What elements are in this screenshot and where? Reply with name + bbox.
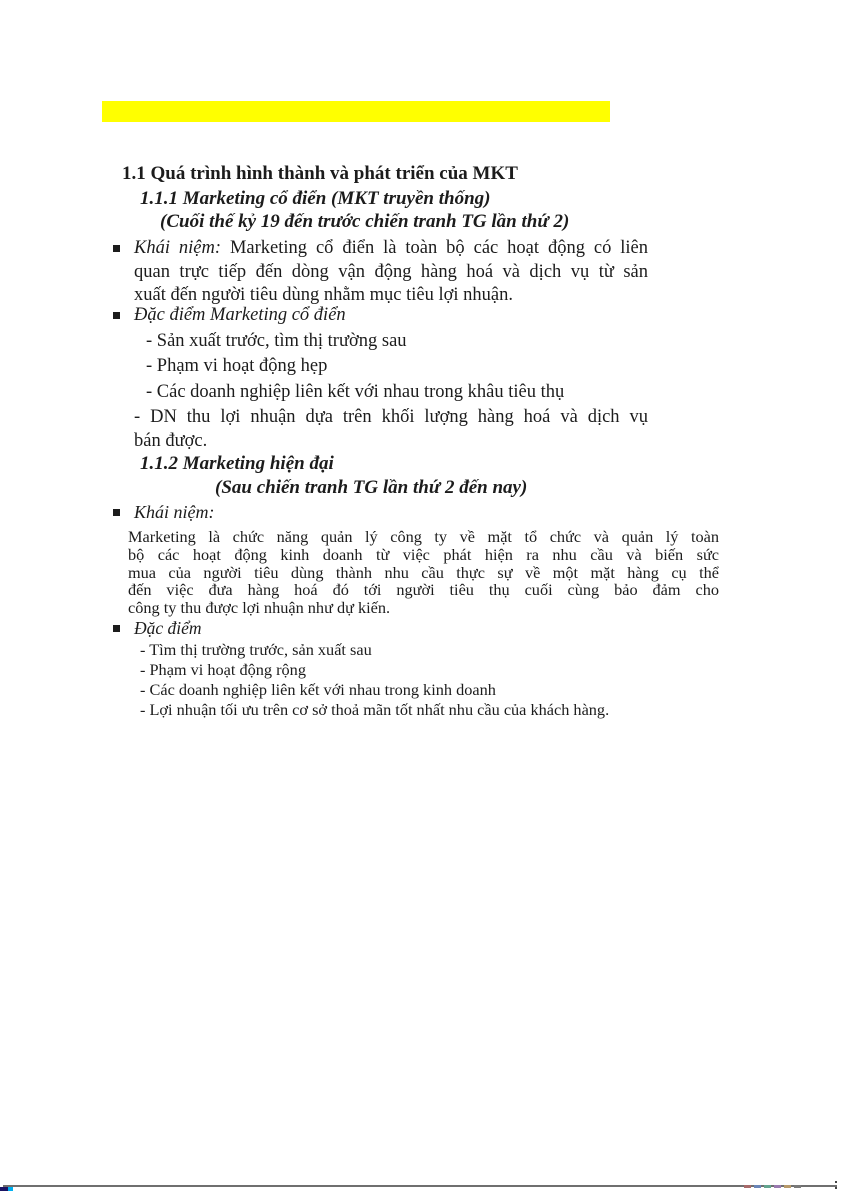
pixel-speck [794,1185,801,1188]
feature-item: - Sản xuất trước, tìm thị trường sau [146,331,407,351]
concept-1-line-2: quan trực tiếp đến dòng vận động hàng hoá và dịch vụ từ sản [134,261,648,282]
taskbar-corner-icon [0,1187,13,1191]
concept-definition-1 [134,237,648,308]
feature-item: - Phạm vi hoạt động hẹp [146,356,328,376]
paragraph-line: bộ các hoạt động kinh doanh từ việc phát hiện ra nhu cầu và biến sức [128,544,719,564]
feature-item: - Tìm thị trường trước, sản xuất sau [140,640,372,659]
colon-dots-artifact [835,1181,838,1189]
bullet-square-icon [113,625,120,632]
window-bottom-edge [3,1185,837,1187]
concept-1-line-1: Khái niệm: Marketing cổ điển là toàn bộ các hoạt động có liên [134,238,649,258]
pixel-speck [764,1185,771,1188]
section-heading: 1.1 Quá trình hình thành và phát triển của MKT [122,163,518,184]
bullet-square-icon [113,312,120,319]
subsection-1-title: 1.1.1 Marketing cổ điển (MKT truyền thống) [140,188,491,209]
concept-1-line-3: xuất đến người tiêu dùng nhằm mục tiêu lợi nhuận. [134,285,513,305]
pixel-speck [754,1185,761,1188]
paragraph-line: Marketing là chức năng quản lý công ty về mặt tổ chức và quản lý toàn [128,527,719,546]
subsection-1-subtitle: (Cuối thế kỷ 19 đến trước chiến tranh TG lần thứ 2) [160,211,570,232]
paragraph-line: công ty thu được lợi nhuận như dự kiến. [128,598,391,618]
feature-item: - Các doanh nghiệp liên kết với nhau trong kinh doanh [140,680,496,699]
feature-item [134,406,648,453]
bullet-square-icon [113,245,120,252]
concept-definition-2 [128,528,719,617]
feature-item-line-2: bán được. [134,430,208,451]
subsection-2-title: 1.1.2 Marketing hiện đại [140,453,334,474]
paragraph-line: mua của người tiêu dùng thành nhu cầu thực sự về một mặt hàng cụ thể [128,562,719,582]
feature-item-line-1: - DN thu lợi nhuận dựa trên khối lượng hàng hoá và dịch vụ [134,407,648,427]
features-label-1: Đặc điểm Marketing cổ điển [134,305,346,325]
pixel-speck [774,1185,781,1188]
features-list-2 [140,641,760,721]
paragraph-line: đến việc đưa hàng hoá đó tới người tiêu thụ cuối cùng bảo đảm cho [128,580,719,600]
bullet-square-icon [113,509,120,516]
features-label-2: Đặc điểm [134,618,202,638]
taskbar-pixel-artifacts [744,1184,836,1188]
feature-item: - Lợi nhuận tối ưu trên cơ sở thoả mãn tốt nhất nhu cầu của khách hàng. [140,700,610,719]
pixel-speck [744,1185,751,1188]
yellow-highlight-bar [102,101,610,122]
pixel-speck [784,1185,791,1188]
feature-item: - Các doanh nghiệp liên kết với nhau trong khâu tiêu thụ [146,382,565,402]
concept-1-label: Khái niệm: [134,238,222,258]
subsection-2-subtitle: (Sau chiến tranh TG lần thứ 2 đến nay) [215,477,528,498]
concept-2-label: Khái niệm: [134,502,215,522]
feature-item: - Phạm vi hoạt động rộng [140,660,306,679]
